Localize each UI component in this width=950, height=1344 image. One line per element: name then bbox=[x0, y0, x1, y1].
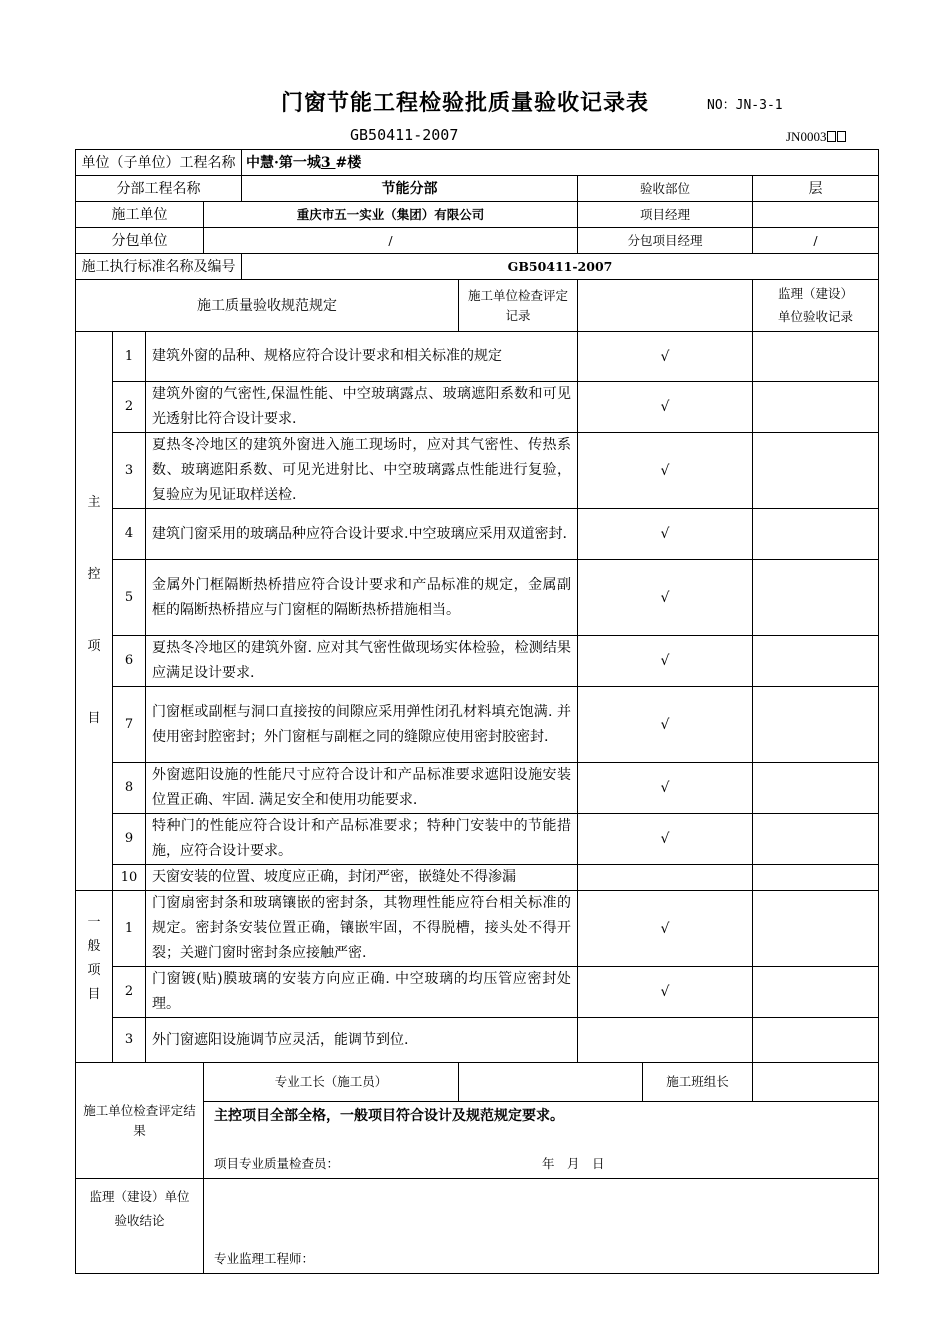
main-item-supervisor bbox=[753, 560, 879, 636]
project-name-label: 单位（子单位）工程名称 bbox=[76, 150, 242, 176]
main-item-no: 9 bbox=[113, 814, 146, 865]
sub-project-value: 节能分部 bbox=[242, 176, 578, 202]
contractor-label: 施工单位 bbox=[76, 202, 204, 228]
main-item-supervisor bbox=[753, 509, 879, 560]
form-code: JN0003 bbox=[786, 129, 846, 145]
main-item-check: √ bbox=[578, 814, 753, 865]
project-manager-value bbox=[753, 202, 879, 228]
main-item-check: √ bbox=[578, 636, 753, 687]
main-item-text: 建筑外窗的气密性,保温性能、中空玻璃露点、玻璃遮阳系数和可见光透射比符合设计要求. bbox=[146, 382, 578, 433]
contractor-result-area bbox=[204, 1102, 879, 1179]
main-item-check: √ bbox=[578, 763, 753, 814]
main-item-text: 建筑门窗采用的玻璃品种应符合设计要求.中空玻璃应采用双道密封. bbox=[146, 509, 578, 560]
main-item-check bbox=[578, 865, 753, 891]
main-item-supervisor bbox=[753, 814, 879, 865]
supervisor-conclusion-label: 监理（建设）单位 验收结论 bbox=[76, 1179, 204, 1274]
main-item-no: 7 bbox=[113, 687, 146, 763]
main-control-group: 主 控 项 目 bbox=[76, 332, 113, 891]
main-item-check: √ bbox=[578, 687, 753, 763]
team-leader-value bbox=[753, 1063, 879, 1102]
general-item-no: 3 bbox=[113, 1018, 146, 1063]
general-item-check: √ bbox=[578, 891, 753, 967]
main-item-no: 2 bbox=[113, 382, 146, 433]
main-item-check: √ bbox=[578, 560, 753, 636]
main-item-text: 建筑外窗的品种、规格应符合设计要求和相关标准的规定 bbox=[146, 332, 578, 382]
general-item-no: 1 bbox=[113, 891, 146, 967]
general-item-text: 门窗镀(贴)膜玻璃的安装方向应正确. 中空玻璃的均压管应密封处理。 bbox=[146, 967, 578, 1018]
project-name-value: 中慧·第一城3 #楼 bbox=[242, 150, 879, 176]
general-group: 一 般 项 目 bbox=[76, 891, 113, 1063]
main-item-no: 8 bbox=[113, 763, 146, 814]
main-item-supervisor bbox=[753, 382, 879, 433]
main-item-text: 特种门的性能应符合设计和产品标准要求；特种门安装中的节能措施，应符合设计要求。 bbox=[146, 814, 578, 865]
inspection-date: 年 月 日 bbox=[542, 1156, 605, 1171]
supervisor-check-header: 监理（建设） 单位验收记录 bbox=[778, 286, 854, 324]
standard-code: GB50411-2007 bbox=[350, 126, 459, 144]
sub-project-manager-label: 分包项目经理 bbox=[578, 228, 753, 254]
main-item-supervisor bbox=[753, 332, 879, 382]
supervisor-engineer-label: 专业监理工程师： bbox=[204, 1179, 879, 1274]
main-item-no: 1 bbox=[113, 332, 146, 382]
inspector-label: 项目专业质量检查员： bbox=[214, 1156, 340, 1171]
general-item-check bbox=[578, 1018, 753, 1063]
acceptance-table bbox=[75, 149, 879, 1274]
main-item-no: 3 bbox=[113, 433, 146, 509]
foreman-label: 专业工长（施工员） bbox=[204, 1063, 459, 1102]
main-item-text: 天窗安装的位置、坡度应正确，封闭严密，嵌缝处不得渗漏 bbox=[146, 865, 578, 891]
contractor-value: 重庆市五一实业（集团）有限公司 bbox=[204, 202, 578, 228]
main-item-text: 外窗遮阳设施的性能尺寸应符合设计和产品标准要求遮阳设施安装位置正确、牢固. 满足安全和使用功能要求. bbox=[146, 763, 578, 814]
exec-standard-label: 施工执行标准名称及编号 bbox=[76, 254, 242, 280]
main-item-check: √ bbox=[578, 509, 753, 560]
general-item-supervisor bbox=[753, 891, 879, 967]
acceptance-part-label: 验收部位 bbox=[578, 176, 753, 202]
main-item-text: 夏热冬冷地区的建筑外窗进入施工现场时，应对其气密性、传热系数、玻璃遮阳系数、可见光进射比、中空玻璃露点性能进行复验，复验应为见证取样送检. bbox=[146, 433, 578, 509]
main-item-text: 夏热冬冷地区的建筑外窗. 应对其气密性做现场实体检验，检测结果应满足设计要求. bbox=[146, 636, 578, 687]
sub-project-manager-value: / bbox=[753, 228, 879, 254]
main-item-supervisor bbox=[753, 433, 879, 509]
general-item-text: 门窗扇密封条和玻璃镶嵌的密封条，其物理性能应符台相关标准的规定。密封条安装位置正确，镶嵌牢固，不得脱槽，接头处不得开裂；关避门窗时密封条应接触严密. bbox=[146, 891, 578, 967]
sub-project-label: 分部工程名称 bbox=[76, 176, 242, 202]
team-leader-label: 施工班组长 bbox=[643, 1063, 753, 1102]
main-item-supervisor bbox=[753, 763, 879, 814]
general-item-supervisor bbox=[753, 967, 879, 1018]
main-item-no: 5 bbox=[113, 560, 146, 636]
spec-column-header: 施工质量验收规范规定 bbox=[76, 280, 459, 332]
project-manager-label: 项目经理 bbox=[578, 202, 753, 228]
contractor-conclusion: 主控项目全部全格，一般项目符合设计及规范规定要求。 bbox=[214, 1108, 564, 1124]
main-item-supervisor bbox=[753, 687, 879, 763]
contractor-result-label: 施工单位检查评定结果 bbox=[76, 1063, 204, 1179]
subcontractor-label: 分包单位 bbox=[76, 228, 204, 254]
foreman-value bbox=[459, 1063, 643, 1102]
main-item-supervisor bbox=[753, 865, 879, 891]
general-item-check: √ bbox=[578, 967, 753, 1018]
main-item-no: 4 bbox=[113, 509, 146, 560]
form-number: NO：JN-3-1 bbox=[707, 98, 783, 113]
main-item-supervisor bbox=[753, 636, 879, 687]
main-item-text: 门窗框或副框与洞口直接按的间隙应采用弹性闭孔材料填充饱满. 并使用密封腔密封；外门窗框与副框之同的缝隙应使用密封胶密封. bbox=[146, 687, 578, 763]
main-item-check: √ bbox=[578, 332, 753, 382]
acceptance-part-value: 层 bbox=[753, 176, 879, 202]
main-item-check: √ bbox=[578, 382, 753, 433]
general-item-supervisor bbox=[753, 1018, 879, 1063]
form-title: 门窗节能工程检验批质量验收记录表 bbox=[280, 90, 649, 116]
general-item-no: 2 bbox=[113, 967, 146, 1018]
main-item-text: 金属外门框隔断热桥措应符合设计要求和产品标准的规定，金属副框的隔断热桥措应与门窗框的隔断热桥措施相当。 bbox=[146, 560, 578, 636]
subcontractor-value: / bbox=[204, 228, 578, 254]
main-item-no: 10 bbox=[113, 865, 146, 891]
exec-standard-value: GB50411-2007 bbox=[242, 254, 879, 280]
general-item-text: 外门窗遮阳设施调节应灵活，能调节到位. bbox=[146, 1018, 578, 1063]
main-item-no: 6 bbox=[113, 636, 146, 687]
main-item-check: √ bbox=[578, 433, 753, 509]
contractor-check-header: 施工单位检查评定记录 bbox=[459, 280, 578, 332]
